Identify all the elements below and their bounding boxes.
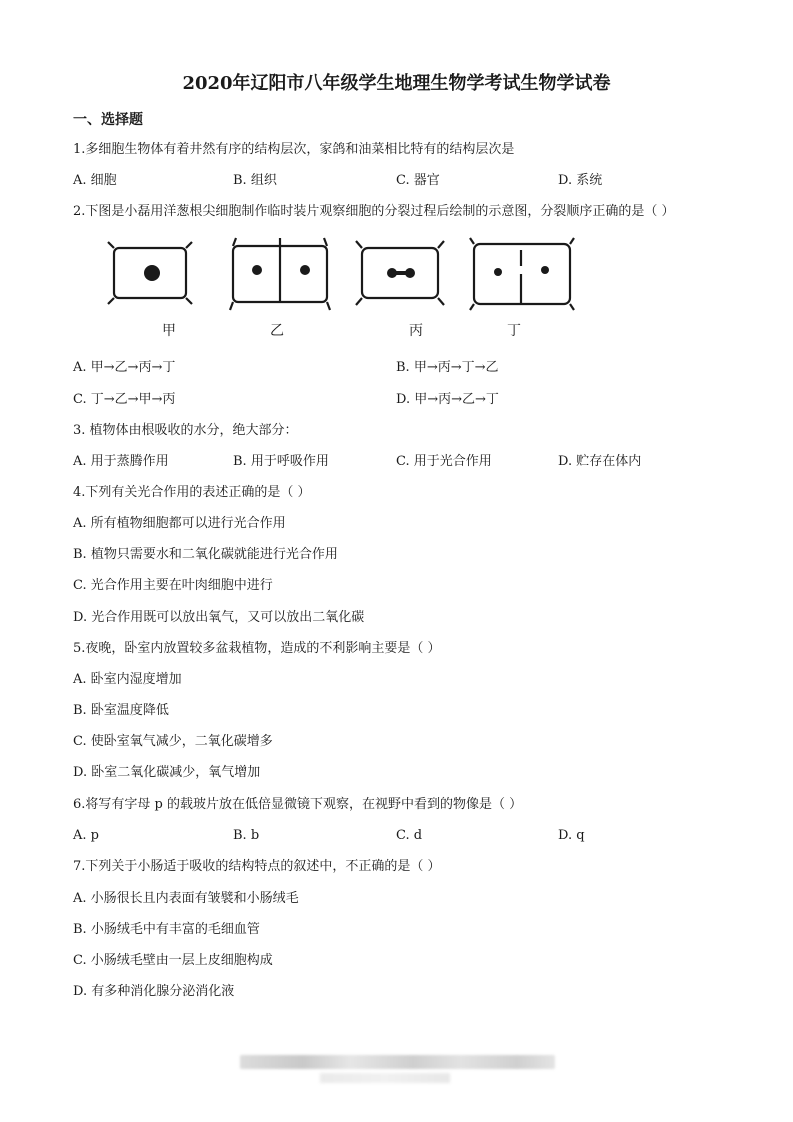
question-3-option-d: D. 贮存在体内 [558,454,642,469]
figure-label-jia: 甲 [162,323,176,339]
exam-title: 2020年辽阳市八年级学生地理生物学考试生物学试卷 [182,73,611,94]
question-5-option-d: D. 卧室二氧化碳减少，氧气增加 [73,765,261,780]
cell-division-figure [100,236,590,316]
question-7-option-c: C. 小肠绒毛壁由一层上皮细胞构成 [73,953,273,968]
question-6-option-a: A. p [73,828,99,843]
question-3-stem: 3. 植物体由根吸收的水分，绝大部分： [73,423,298,438]
question-6-option-d: D. q [558,828,585,843]
question-1-option-b: B. 组织 [233,173,277,188]
question-5-stem: 5.夜晚，卧室内放置较多盆栽植物，造成的不利影响主要是（ ） [73,641,441,656]
question-4-option-a: A. 所有植物细胞都可以进行光合作用 [73,516,286,531]
question-6-stem: 6.将写有字母 p 的载玻片放在低倍显微镜下观察，在视野中看到的物像是（ ） [73,797,523,812]
question-3-option-b: B. 用于呼吸作用 [233,454,329,469]
question-4-option-d: D. 光合作用既可以放出氧气，又可以放出二氧化碳 [73,610,365,625]
blurred-footer-watermark [240,1055,555,1069]
question-5-option-a: A. 卧室内湿度增加 [73,672,182,687]
question-7-option-d: D. 有多种消化腺分泌消化液 [73,984,235,999]
nucleus-ding-left [494,268,502,276]
question-1-option-c: C. 器官 [396,173,440,188]
cell-yi-drawing [230,238,330,310]
nucleus-yi-right [300,265,310,275]
nucleus-yi-left [252,265,262,275]
question-5-option-c: C. 使卧室氧气减少，二氧化碳增多 [73,734,273,749]
question-7-stem: 7.下列关于小肠适于吸收的结构特点的叙述中，不正确的是（ ） [73,859,441,874]
question-6-option-c: C. d [396,828,423,843]
question-6-option-b: B. b [233,828,260,843]
figure-label-yi: 乙 [270,323,284,339]
figure-label-bing: 丙 [409,323,423,339]
nucleus-jia [144,265,160,281]
figure-label-ding: 丁 [507,323,521,339]
blurred-footer-watermark-line2 [320,1073,450,1083]
section-heading: 一、选择题 [73,112,143,128]
question-3-option-a: A. 用于蒸腾作用 [73,454,169,469]
question-3-option-c: C. 用于光合作用 [396,454,492,469]
question-1-option-d: D. 系统 [558,173,603,188]
question-7-option-a: A. 小肠很长且内表面有皱襞和小肠绒毛 [73,891,299,906]
question-4-stem: 4.下列有关光合作用的表述正确的是（ ） [73,485,311,500]
cell-ding-drawing [470,238,574,310]
question-4-option-b: B. 植物只需要水和二氧化碳就能进行光合作用 [73,547,338,562]
question-1-stem: 1.多细胞生物体有着井然有序的结构层次，家鸽和油菜相比特有的结构层次是 [73,142,515,157]
question-5-option-b: B. 卧室温度降低 [73,703,169,718]
question-2-option-b: B. 甲→丙→丁→乙 [396,360,499,375]
question-2-stem: 2.下图是小磊用洋葱根尖细胞制作临时装片观察细胞的分裂过程后绘制的示意图，分裂顺序正确的是（ ） [73,204,675,219]
question-2-option-c: C. 丁→乙→甲→丙 [73,392,176,407]
nucleus-ding-right [541,266,549,274]
question-2-option-a: A. 甲→乙→丙→丁 [73,360,176,375]
question-7-option-b: B. 小肠绒毛中有丰富的毛细血管 [73,922,260,937]
question-2-option-d: D. 甲→丙→乙→丁 [396,392,499,407]
question-1-option-a: A. 细胞 [73,173,117,188]
question-4-option-c: C. 光合作用主要在叶肉细胞中进行 [73,578,273,593]
